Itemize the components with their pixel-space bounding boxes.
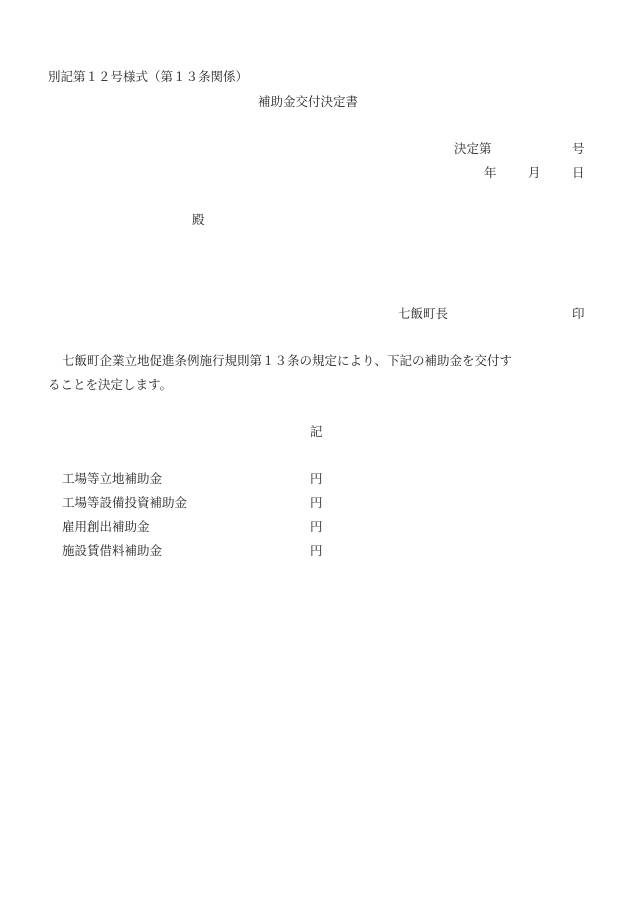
subsidy-item-name: 施設賃借料補助金 — [62, 543, 163, 558]
subsidy-item-unit: 円 — [310, 495, 323, 510]
date-month-label: 月 — [528, 165, 541, 180]
subsidy-item-name: 雇用創出補助金 — [62, 519, 150, 534]
subsidy-item-unit: 円 — [310, 519, 323, 534]
subsidy-item-name: 工場等立地補助金 — [62, 471, 163, 486]
document-title: 補助金交付決定書 — [258, 94, 359, 109]
date-day-label: 日 — [572, 165, 585, 180]
date-year-label: 年 — [484, 165, 497, 180]
record-heading: 記 — [310, 424, 323, 439]
issuer-title: 七飯町長 — [398, 306, 449, 321]
seal-mark: 印 — [572, 306, 585, 321]
decision-number-suffix: 号 — [572, 141, 585, 156]
subsidy-item-unit: 円 — [310, 543, 323, 558]
subsidy-item-name: 工場等設備投資補助金 — [62, 495, 188, 510]
addressee-honorific: 殿 — [192, 212, 205, 227]
body-text-line-1: 七飯町企業立地促進条例施行規則第１３条の規定により、下記の補助金を交付す — [62, 353, 513, 368]
body-text-line-2: ることを決定します。 — [48, 377, 173, 392]
subsidy-item-unit: 円 — [310, 471, 323, 486]
form-label: 別記第１２号様式（第１３条関係） — [48, 69, 249, 84]
decision-number-prefix: 決定第 — [454, 141, 492, 156]
